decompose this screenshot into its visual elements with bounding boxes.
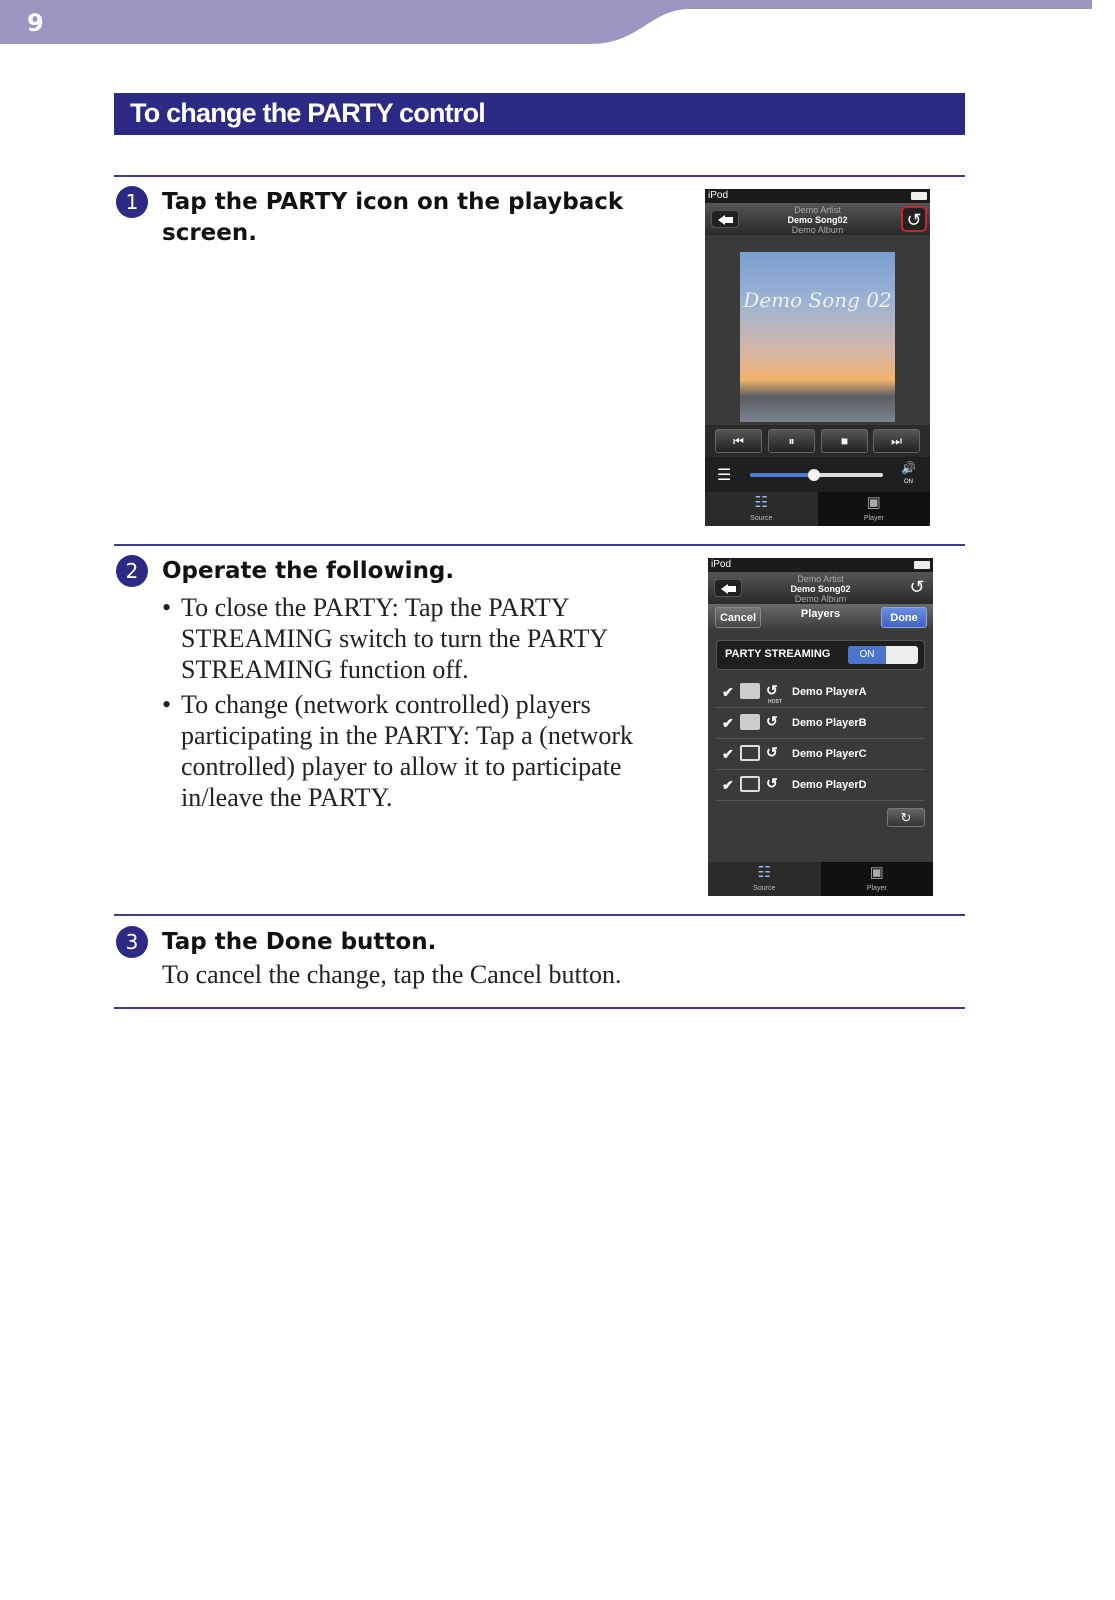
players-toolbar: [708, 604, 933, 631]
device-icon: [740, 776, 760, 792]
back-button[interactable]: [711, 210, 739, 228]
step-2-title: Operate the following.: [162, 558, 455, 584]
step-1-number: 1: [116, 186, 148, 218]
source-icon: ☷: [754, 494, 768, 511]
divider: [114, 175, 965, 177]
switch-on-label: ON: [848, 646, 886, 664]
album-art-title: Demo Song 02: [743, 288, 892, 312]
player-row[interactable]: [716, 709, 925, 739]
party-icon[interactable]: ↺: [901, 206, 927, 232]
song-title: Demo Song02: [787, 215, 848, 225]
prev-icon[interactable]: ⏮: [715, 429, 762, 453]
toolbar-title: Players: [800, 608, 841, 620]
party-icon: ↺: [766, 682, 778, 698]
check-icon: ✔: [722, 746, 734, 762]
step-3-number: 3: [116, 926, 148, 958]
divider: [114, 914, 965, 916]
stop-icon[interactable]: ■: [821, 429, 868, 453]
tab-player-label: Player: [866, 885, 887, 892]
step-3-title: Tap the Done button.: [162, 929, 437, 955]
party-icon[interactable]: ↺: [909, 577, 925, 597]
step-1-title: Tap the PARTY icon on the playback screen.: [162, 189, 624, 246]
tab-bar: [708, 862, 933, 896]
tab-source[interactable]: [708, 862, 821, 896]
party-icon: ↺: [766, 775, 778, 791]
divider: [114, 1007, 965, 1009]
device-icon: [740, 683, 760, 699]
step-2-number: 2: [116, 555, 148, 587]
volume-fill: [750, 473, 814, 477]
done-button[interactable]: Done: [881, 607, 927, 628]
step-2-bullet-1: [162, 592, 651, 685]
player-row[interactable]: [716, 678, 925, 708]
cancel-button[interactable]: Cancel: [715, 607, 761, 628]
player-row[interactable]: [716, 771, 925, 801]
section-title: To change the PARTY control: [130, 98, 485, 128]
artist-name: Demo Artist: [794, 205, 841, 215]
bullet-dot: •: [162, 690, 172, 719]
device-icon: [740, 745, 760, 761]
player-row[interactable]: [716, 740, 925, 770]
bullet-text: To change (network controlled) players participating in the PARTY: Tap a (network controlled) player to allow it to participate in/leave the PARTY.: [181, 690, 634, 812]
battery-icon: [914, 561, 930, 569]
album-name: Demo Album: [791, 225, 844, 235]
equalizer-icon[interactable]: ☰: [717, 467, 732, 484]
player-name: Demo PlayerA: [792, 686, 867, 698]
playback-screenshot: [705, 189, 930, 526]
device-icon: [740, 714, 760, 730]
page-number: 9: [27, 9, 43, 37]
tab-source-label: Source: [753, 885, 776, 892]
party-icon: ↺: [766, 713, 778, 729]
tab-source-label: Source: [750, 515, 773, 522]
step-3-body: To cancel the change, tap the Cancel button.: [162, 960, 622, 989]
tab-player[interactable]: [821, 862, 934, 896]
player-icon: ▣: [866, 494, 881, 511]
status-bar: [708, 558, 933, 572]
party-streaming-switch[interactable]: [848, 646, 918, 664]
party-streaming-row: [716, 640, 925, 670]
song-title: Demo Song02: [790, 584, 851, 594]
check-icon: ✔: [722, 715, 734, 731]
album-name: Demo Album: [794, 594, 847, 604]
album-art: [740, 252, 895, 422]
status-label: iPod: [711, 559, 732, 570]
tab-bar: [705, 492, 930, 526]
section-heading: [114, 93, 965, 135]
source-icon: ☷: [757, 864, 771, 881]
divider: [114, 544, 965, 546]
battery-icon: [911, 192, 927, 200]
back-button[interactable]: [714, 579, 742, 597]
tab-source[interactable]: [705, 492, 818, 526]
player-name: Demo PlayerB: [792, 717, 867, 729]
volume-knob[interactable]: [808, 469, 820, 481]
step-2-bullet-2: [162, 689, 651, 813]
artist-name: Demo Artist: [797, 574, 844, 584]
host-label: HOST: [768, 699, 782, 705]
pause-icon[interactable]: ⏸: [768, 429, 815, 453]
volume-row: [705, 457, 930, 492]
players-screenshot: [708, 558, 933, 896]
bullet-dot: •: [162, 593, 172, 622]
check-icon: ✔: [722, 684, 734, 700]
page-header-tab: [0, 0, 1115, 46]
header-tab-shape: [0, 0, 1115, 46]
transport-controls: [705, 425, 930, 457]
player-name: Demo PlayerC: [792, 748, 867, 760]
check-icon: ✔: [722, 777, 734, 793]
status-bar: [705, 189, 930, 203]
next-icon[interactable]: ⏭: [873, 429, 920, 453]
bullet-text: To close the PARTY: Tap the PARTY STREAMING switch to turn the PARTY STREAMING function off.: [181, 593, 608, 684]
speaker-icon[interactable]: 🔊: [901, 461, 916, 475]
tab-player-label: Player: [863, 515, 884, 522]
party-streaming-label: PARTY STREAMING: [725, 648, 831, 660]
refresh-icon[interactable]: ↻: [887, 808, 925, 827]
tab-player[interactable]: [818, 492, 931, 526]
volume-slider[interactable]: [750, 473, 883, 477]
player-name: Demo PlayerD: [792, 779, 867, 791]
status-label: iPod: [708, 190, 729, 201]
player-icon: ▣: [869, 864, 884, 881]
volume-on-label: ON: [904, 479, 913, 485]
party-icon: ↺: [766, 744, 778, 760]
